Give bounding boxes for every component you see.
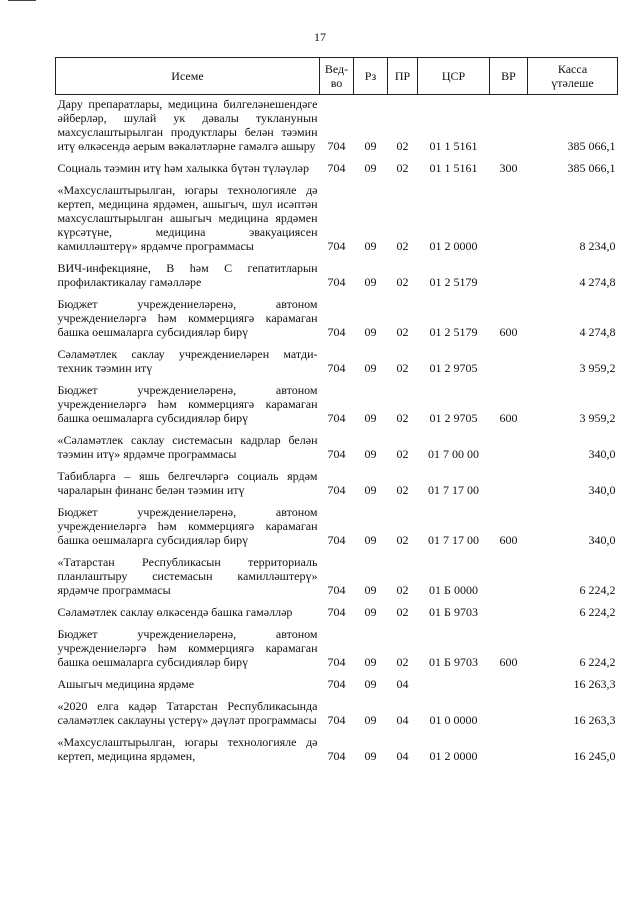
row-ved: 704: [327, 749, 346, 763]
row-kassa: 3 959,2: [579, 361, 616, 375]
row-kassa: 340,0: [588, 533, 616, 547]
row-csr: 01 2 9705: [429, 361, 478, 375]
row-name: Бюджет учреждениеләренә, автоном учреждениеләргә һәм коммерциягә карамаган башка оешмаларга субсидияләр бирү: [57, 297, 318, 339]
row-vr: [490, 259, 528, 295]
row-name: Сәламәтлек саклау өлкәсендә башка гамәлләр: [57, 605, 293, 619]
row-rz: 09: [364, 713, 377, 727]
row-pr: 04: [396, 677, 409, 691]
budget-table: [55, 57, 618, 769]
row-pr: 02: [396, 139, 409, 153]
row-kassa: 6 224,2: [579, 655, 616, 669]
row-name: Ашыгыч медицина ярдәме: [57, 677, 195, 691]
row-csr: 01 2 5179: [429, 275, 478, 289]
row-name: Бюджет учреждениеләренә, автоном учреждениеләргә һәм коммерциягә карамаган башка оешмаларга субсидияләр бирү: [57, 383, 318, 425]
row-kassa: 385 066,1: [567, 161, 616, 175]
table-row: [56, 697, 618, 733]
row-csr: 01 7 00 00: [428, 447, 479, 461]
row-csr: 01 2 0000: [429, 749, 478, 763]
row-vr: 300: [499, 161, 518, 175]
table-row: [56, 345, 618, 381]
row-rz: 09: [364, 655, 377, 669]
row-pr: 02: [396, 325, 409, 339]
row-pr: 02: [396, 583, 409, 597]
row-pr: 04: [396, 713, 409, 727]
row-csr: 01 Б 0000: [429, 583, 478, 597]
row-vr: [490, 181, 528, 259]
row-csr: 01 2 0000: [429, 239, 478, 253]
row-kassa: 4 274,8: [579, 275, 616, 289]
table-row: [56, 603, 618, 625]
table-row: [56, 675, 618, 697]
row-vr: 600: [499, 655, 518, 669]
row-pr: 02: [396, 533, 409, 547]
row-rz: 09: [364, 583, 377, 597]
header-vr: ВР: [490, 58, 528, 95]
row-ved: 704: [327, 655, 346, 669]
row-vr: [490, 553, 528, 603]
row-ved: 704: [327, 605, 346, 619]
row-kassa: 340,0: [588, 447, 616, 461]
row-pr: 02: [396, 483, 409, 497]
row-vr: [490, 431, 528, 467]
row-kassa: 385 066,1: [567, 139, 616, 153]
row-name: Табибларга – яшь белгечләргә социаль ярдәм чараларын финанс белән тәэмин итү: [57, 469, 318, 497]
header-rz: Рз: [354, 58, 388, 95]
row-pr: 02: [396, 411, 409, 425]
row-vr: [490, 697, 528, 733]
header-pr: ПР: [388, 58, 418, 95]
row-pr: 02: [396, 275, 409, 289]
row-csr: 01 7 17 00: [428, 533, 479, 547]
row-ved: 704: [327, 483, 346, 497]
row-rz: 09: [364, 161, 377, 175]
row-name: Бюджет учреждениеләренә, автоном учреждениеләргә һәм коммерциягә карамаган башка оешмаларга субсидияләр бирү: [57, 505, 318, 547]
row-csr: 01 2 5179: [429, 325, 478, 339]
row-ved: 704: [327, 361, 346, 375]
table-row: [56, 467, 618, 503]
row-csr: 01 1 5161: [429, 139, 478, 153]
table-row: [56, 95, 618, 160]
row-name: «Татарстан Республикасын территориаль планлаштыру системасын камилләштерү» ярдәмче программасы: [57, 555, 318, 597]
row-kassa: 16 263,3: [573, 713, 616, 727]
row-kassa: 340,0: [588, 483, 616, 497]
row-ved: 704: [327, 139, 346, 153]
corner-mark: [8, 0, 36, 1]
row-name: «Махсуслаштырылган, югары технологияле дә кертеп, медицина ярдәмен, ашыгыч, шул исәптән махсуслаштырылган ашыгыч медицина ярдәмен күрсәтүне, медицина эвакуациясен камилләштерү» ярдәмче программасы: [57, 183, 318, 253]
row-rz: 09: [364, 447, 377, 461]
row-rz: 09: [364, 139, 377, 153]
row-csr: 01 7 17 00: [428, 483, 479, 497]
row-csr: 01 1 5161: [429, 161, 478, 175]
row-rz: 09: [364, 275, 377, 289]
row-vr: 600: [499, 325, 518, 339]
table-row: [56, 733, 618, 769]
header-kassa: Касса үтәлеше: [528, 58, 618, 95]
row-pr: 02: [396, 655, 409, 669]
row-rz: 09: [364, 361, 377, 375]
header-ved: Вед- во: [320, 58, 354, 95]
row-kassa: 8 234,0: [579, 239, 616, 253]
row-rz: 09: [364, 677, 377, 691]
row-pr: 02: [396, 239, 409, 253]
table-row: [56, 181, 618, 259]
row-ved: 704: [327, 239, 346, 253]
row-pr: 02: [396, 361, 409, 375]
row-csr: 01 0 0000: [429, 713, 478, 727]
row-ved: 704: [327, 161, 346, 175]
table-row: [56, 553, 618, 603]
table-row: [56, 259, 618, 295]
row-pr: 04: [396, 749, 409, 763]
table-row: [56, 431, 618, 467]
row-rz: 09: [364, 605, 377, 619]
row-kassa: 16 263,3: [573, 677, 616, 691]
row-vr: [490, 675, 528, 697]
header-name: Исеме: [56, 58, 320, 95]
row-name: Сәламәтлек саклау учреждениеләрен матди-техник тәэмин итү: [57, 347, 318, 375]
row-csr: 01 2 9705: [429, 411, 478, 425]
row-ved: 704: [327, 275, 346, 289]
row-name: Социаль тәэмин итү һәм халыкка бүтән түләүләр: [57, 161, 309, 175]
table-row: [56, 503, 618, 553]
table-row: [56, 159, 618, 181]
row-ved: 704: [327, 325, 346, 339]
row-pr: 02: [396, 161, 409, 175]
row-ved: 704: [327, 533, 346, 547]
table-header-row: [56, 58, 618, 95]
row-rz: 09: [364, 239, 377, 253]
row-kassa: 16 245,0: [573, 749, 616, 763]
row-ved: 704: [327, 677, 346, 691]
row-vr: 600: [499, 533, 518, 547]
row-rz: 09: [364, 749, 377, 763]
row-vr: [490, 733, 528, 769]
row-vr: [490, 603, 528, 625]
row-name: Бюджет учреждениеләренә, автоном учреждениеләргә һәм коммерциягә карамаган башка оешмаларга субсидияләр бирү: [57, 627, 318, 669]
row-pr: 02: [396, 447, 409, 461]
row-name: Дару препаратлары, медицина билгеләнешендәге әйберләр, шулай ук дәвалы тукланунын махсуслаштырылган продуктлары белән тәэмин итү өлкәсендә аерым вәкаләтләрне гамәлгә ашыру: [57, 97, 318, 153]
row-name: «Махсуслаштырылган, югары технологияле дә кертеп, медицина ярдәмен,: [57, 735, 318, 763]
row-vr: [490, 467, 528, 503]
row-rz: 09: [364, 325, 377, 339]
row-name: ВИЧ-инфекцияне, В һәм С гепатитларын профилактикалау гамәлләре: [57, 261, 318, 289]
row-vr: [490, 95, 528, 160]
row-rz: 09: [364, 533, 377, 547]
row-pr: 02: [396, 605, 409, 619]
row-ved: 704: [327, 447, 346, 461]
table-row: [56, 381, 618, 431]
row-rz: 09: [364, 483, 377, 497]
row-kassa: 6 224,2: [579, 583, 616, 597]
table-row: [56, 625, 618, 675]
table-row: [56, 295, 618, 345]
row-kassa: 3 959,2: [579, 411, 616, 425]
row-csr: 01 Б 9703: [429, 605, 478, 619]
row-name: «2020 елга кадәр Татарстан Республикасында сәламәтлек саклауны үстерү» дәүләт программасы: [57, 699, 318, 727]
row-ved: 704: [327, 583, 346, 597]
row-csr: 01 Б 9703: [429, 655, 478, 669]
row-rz: 09: [364, 411, 377, 425]
row-ved: 704: [327, 713, 346, 727]
row-kassa: 4 274,8: [579, 325, 616, 339]
row-ved: 704: [327, 411, 346, 425]
row-vr: 600: [499, 411, 518, 425]
row-csr: [418, 675, 490, 697]
header-csr: ЦСР: [418, 58, 490, 95]
row-name: «Сәламәтлек саклау системасын кадрлар белән тәэмин итү» ярдәмче программасы: [57, 433, 318, 461]
row-vr: [490, 345, 528, 381]
page-number: 17: [314, 30, 326, 44]
row-kassa: 6 224,2: [579, 605, 616, 619]
